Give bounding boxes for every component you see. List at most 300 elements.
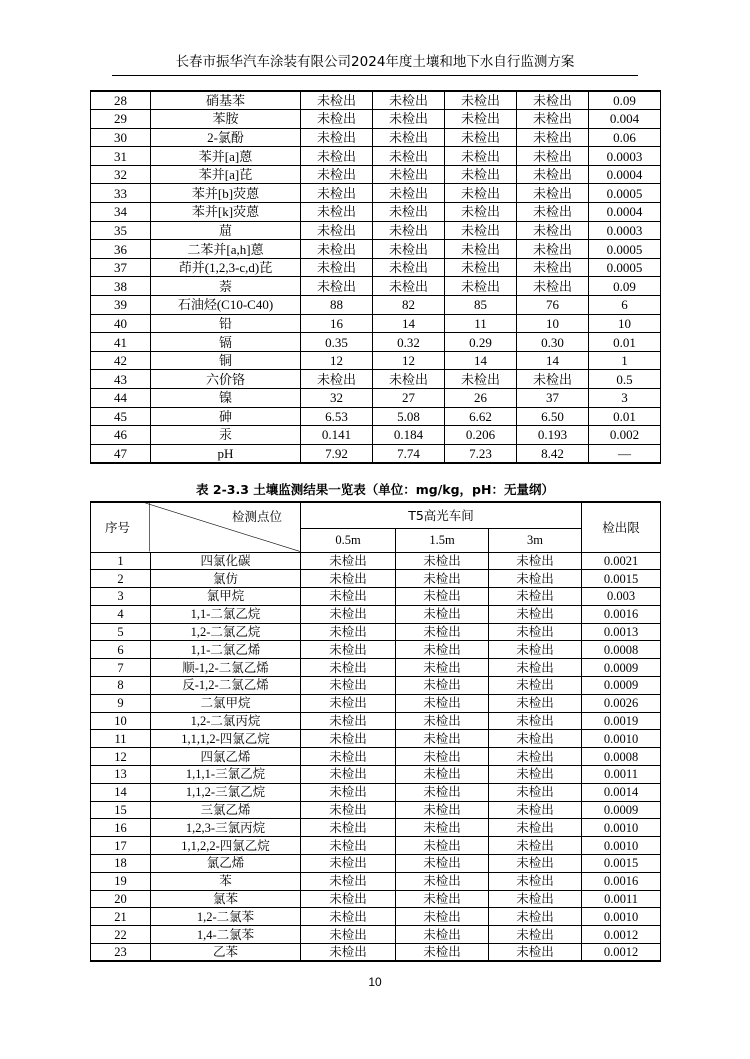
item-cell: 二氯甲烷	[151, 694, 301, 712]
item-cell: 氯仿	[151, 570, 301, 588]
value-cell: 未检出	[301, 926, 396, 944]
value-cell: 未检出	[301, 277, 373, 296]
limit-cell: 10	[589, 314, 661, 333]
seq-cell: 28	[91, 91, 151, 110]
value-cell: 未检出	[301, 128, 373, 147]
seq-cell: 2	[91, 570, 151, 588]
value-cell: 未检出	[489, 801, 582, 819]
value-cell: 未检出	[301, 165, 373, 184]
seq-cell: 5	[91, 623, 151, 641]
seq-cell: 14	[91, 783, 151, 801]
value-cell: 12	[373, 351, 445, 370]
value-cell: 未检出	[373, 128, 445, 147]
value-cell: 未检出	[445, 240, 517, 259]
item-cell: 1,1,2,2-四氯乙烷	[151, 837, 301, 855]
value-cell: 0.29	[445, 333, 517, 352]
limit-cell: 0.0013	[582, 623, 661, 641]
limit-cell: 0.0016	[582, 872, 661, 890]
limit-cell: 0.0008	[582, 641, 661, 659]
value-cell: 未检出	[373, 110, 445, 129]
limit-cell: 0.0005	[589, 184, 661, 203]
seq-cell: 10	[91, 712, 151, 730]
item-cell: 三氯乙烯	[151, 801, 301, 819]
value-cell: 0.32	[373, 333, 445, 352]
value-cell: 未检出	[396, 694, 489, 712]
limit-cell: 0.0015	[582, 570, 661, 588]
seq-cell: 12	[91, 748, 151, 766]
table-row	[91, 748, 661, 766]
value-cell: 未检出	[301, 203, 373, 222]
seq-cell: 15	[91, 801, 151, 819]
value-cell: 未检出	[445, 203, 517, 222]
value-cell: 未检出	[489, 623, 582, 641]
limit-cell: 0.0014	[582, 783, 661, 801]
value-cell: 未检出	[301, 766, 396, 784]
value-cell: 未检出	[301, 677, 396, 695]
value-cell: 未检出	[301, 184, 373, 203]
value-cell: 未检出	[396, 712, 489, 730]
value-cell: 未检出	[301, 623, 396, 641]
item-cell: 砷	[151, 407, 301, 426]
value-cell: 未检出	[445, 277, 517, 296]
value-cell: 未检出	[301, 570, 396, 588]
value-cell: 未检出	[301, 659, 396, 677]
table-row	[91, 147, 661, 166]
header-depth-1: 1.5m	[396, 528, 489, 552]
value-cell: 未检出	[396, 926, 489, 944]
table-row	[91, 389, 661, 408]
seq-cell: 41	[91, 333, 151, 352]
seq-cell: 37	[91, 258, 151, 277]
value-cell: 未检出	[517, 91, 589, 110]
value-cell: 未检出	[301, 110, 373, 129]
table-row	[91, 766, 661, 784]
value-cell: 未检出	[489, 730, 582, 748]
table-row	[91, 659, 661, 677]
seq-cell: 16	[91, 819, 151, 837]
value-cell: 26	[445, 389, 517, 408]
value-cell: 未检出	[301, 221, 373, 240]
value-cell: 未检出	[301, 712, 396, 730]
seq-cell: 17	[91, 837, 151, 855]
item-cell: 1,2,3-三氯丙烷	[151, 819, 301, 837]
item-cell: 顺-1,2-二氯乙烯	[151, 659, 301, 677]
seq-cell: 20	[91, 890, 151, 908]
value-cell: 未检出	[489, 659, 582, 677]
limit-cell: 0.0008	[582, 748, 661, 766]
item-cell: 六价铬	[151, 370, 301, 389]
seq-cell: 19	[91, 872, 151, 890]
item-cell: 䓛	[151, 221, 301, 240]
table-row	[91, 407, 661, 426]
limit-cell: 0.0004	[589, 203, 661, 222]
table-row	[91, 890, 661, 908]
value-cell: 未检出	[396, 890, 489, 908]
seq-cell: 9	[91, 694, 151, 712]
value-cell: 未检出	[373, 91, 445, 110]
item-cell: 1,1,1-三氯乙烷	[151, 766, 301, 784]
value-cell: 5.08	[373, 407, 445, 426]
value-cell: 未检出	[445, 258, 517, 277]
value-cell: 未检出	[489, 588, 582, 606]
value-cell: 0.30	[517, 333, 589, 352]
value-cell: 未检出	[489, 694, 582, 712]
table-row	[91, 837, 661, 855]
seq-cell: 35	[91, 221, 151, 240]
table-row	[91, 184, 661, 203]
value-cell: 未检出	[489, 855, 582, 873]
value-cell: 未检出	[517, 221, 589, 240]
value-cell: 76	[517, 296, 589, 315]
value-cell: 未检出	[489, 641, 582, 659]
limit-cell: 0.09	[589, 277, 661, 296]
table-row	[91, 277, 661, 296]
table2-body	[91, 552, 661, 961]
value-cell: 未检出	[517, 147, 589, 166]
table-row	[91, 426, 661, 445]
value-cell: 未检出	[301, 147, 373, 166]
item-cell: 萘	[151, 277, 301, 296]
limit-cell: 0.0010	[582, 837, 661, 855]
value-cell: 未检出	[396, 783, 489, 801]
value-cell: 未检出	[396, 872, 489, 890]
value-cell: 未检出	[445, 147, 517, 166]
seq-cell: 3	[91, 588, 151, 606]
seq-cell: 7	[91, 659, 151, 677]
value-cell: 未检出	[301, 837, 396, 855]
item-cell: 石油烃(C10-C40)	[151, 296, 301, 315]
value-cell: 未检出	[301, 370, 373, 389]
item-cell: 乙苯	[151, 944, 301, 962]
header-seq-label: 序号	[105, 520, 131, 535]
item-cell: 铅	[151, 314, 301, 333]
value-cell: 未检出	[489, 890, 582, 908]
value-cell: 12	[301, 351, 373, 370]
value-cell: 未检出	[301, 588, 396, 606]
header-site: T5高光车间	[301, 502, 582, 528]
item-cell: 苯胺	[151, 110, 301, 129]
limit-cell: 0.0009	[582, 801, 661, 819]
seq-cell: 43	[91, 370, 151, 389]
item-cell: 四氯乙烯	[151, 748, 301, 766]
value-cell: 未检出	[517, 165, 589, 184]
table-row	[91, 165, 661, 184]
header-limit: 检出限	[582, 502, 661, 552]
table-row	[91, 351, 661, 370]
limit-cell: 6	[589, 296, 661, 315]
value-cell: 未检出	[445, 370, 517, 389]
limit-cell: 0.01	[589, 407, 661, 426]
limit-cell: 1	[589, 351, 661, 370]
seq-cell: 33	[91, 184, 151, 203]
value-cell: 未检出	[373, 370, 445, 389]
item-cell: 氯乙烯	[151, 855, 301, 873]
table-row	[91, 588, 661, 606]
value-cell: 未检出	[301, 258, 373, 277]
table-row	[91, 605, 661, 623]
item-cell: 苯并[k]荧蒽	[151, 203, 301, 222]
table1-body	[91, 91, 661, 463]
seq-cell: 30	[91, 128, 151, 147]
value-cell: 6.53	[301, 407, 373, 426]
seq-cell: 6	[91, 641, 151, 659]
value-cell: 未检出	[489, 837, 582, 855]
value-cell: 未检出	[489, 819, 582, 837]
value-cell: 未检出	[373, 165, 445, 184]
value-cell: 10	[517, 314, 589, 333]
table-row	[91, 203, 661, 222]
seq-cell: 40	[91, 314, 151, 333]
value-cell: 未检出	[445, 128, 517, 147]
table-row	[91, 110, 661, 129]
value-cell: 6.50	[517, 407, 589, 426]
value-cell: 未检出	[517, 258, 589, 277]
value-cell: 7.23	[445, 444, 517, 463]
value-cell: 未检出	[445, 110, 517, 129]
value-cell: 未检出	[396, 605, 489, 623]
table-row	[91, 694, 661, 712]
limit-cell: 0.0011	[582, 890, 661, 908]
item-cell: 1,1-二氯乙烷	[151, 605, 301, 623]
item-cell: 氯苯	[151, 890, 301, 908]
item-cell: 硝基苯	[151, 91, 301, 110]
limit-cell: 0.06	[589, 128, 661, 147]
table-row	[91, 444, 661, 463]
value-cell: 未检出	[445, 221, 517, 240]
limit-cell: 0.0003	[589, 147, 661, 166]
limit-cell: 0.0010	[582, 819, 661, 837]
item-cell: 苯并[a]蒽	[151, 147, 301, 166]
value-cell: 11	[445, 314, 517, 333]
item-cell: 1,4-二氯苯	[151, 926, 301, 944]
table-row	[91, 128, 661, 147]
table-row	[91, 570, 661, 588]
limit-cell: —	[589, 444, 661, 463]
value-cell: 未检出	[301, 605, 396, 623]
seq-cell: 13	[91, 766, 151, 784]
seq-cell: 36	[91, 240, 151, 259]
item-cell: 1,1-二氯乙烯	[151, 641, 301, 659]
table-row	[91, 926, 661, 944]
table-row	[91, 801, 661, 819]
value-cell: 未检出	[396, 623, 489, 641]
item-cell: 镍	[151, 389, 301, 408]
value-cell: 37	[517, 389, 589, 408]
value-cell: 未检出	[373, 240, 445, 259]
value-cell: 未检出	[373, 221, 445, 240]
limit-cell: 0.01	[589, 333, 661, 352]
value-cell: 未检出	[301, 783, 396, 801]
value-cell: 未检出	[301, 240, 373, 259]
limit-cell: 0.0009	[582, 659, 661, 677]
value-cell: 未检出	[373, 184, 445, 203]
table-row	[91, 314, 661, 333]
item-cell: 铜	[151, 351, 301, 370]
value-cell: 未检出	[396, 766, 489, 784]
header-diagonal-cell	[91, 502, 301, 552]
limit-cell: 3	[589, 389, 661, 408]
header-depth-2: 3m	[489, 528, 582, 552]
value-cell: 未检出	[396, 552, 489, 570]
table-row	[91, 240, 661, 259]
item-cell: 1,2-二氯丙烷	[151, 712, 301, 730]
value-cell: 82	[373, 296, 445, 315]
value-cell: 0.193	[517, 426, 589, 445]
value-cell: 14	[373, 314, 445, 333]
table-row	[91, 91, 661, 110]
value-cell: 未检出	[373, 147, 445, 166]
value-cell: 未检出	[396, 837, 489, 855]
limit-cell: 0.0004	[589, 165, 661, 184]
value-cell: 未检出	[396, 801, 489, 819]
value-cell: 未检出	[301, 748, 396, 766]
value-cell: 未检出	[489, 748, 582, 766]
seq-cell: 47	[91, 444, 151, 463]
value-cell: 未检出	[373, 258, 445, 277]
header-depth-0: 0.5m	[301, 528, 396, 552]
value-cell: 未检出	[301, 641, 396, 659]
value-cell: 未检出	[301, 890, 396, 908]
limit-cell: 0.0009	[582, 677, 661, 695]
value-cell: 未检出	[489, 944, 582, 962]
page-header-title: 长春市振华汽车涂装有限公司2024年度土壤和地下水自行监测方案	[175, 54, 575, 70]
value-cell: 未检出	[517, 184, 589, 203]
limit-cell: 0.0016	[582, 605, 661, 623]
limit-cell: 0.0005	[589, 258, 661, 277]
seq-cell: 45	[91, 407, 151, 426]
item-cell: 1,2-二氯苯	[151, 908, 301, 926]
limit-cell: 0.0005	[589, 240, 661, 259]
value-cell: 未检出	[301, 855, 396, 873]
table-row	[91, 712, 661, 730]
table-row	[91, 258, 661, 277]
table-row	[91, 783, 661, 801]
table-row	[91, 908, 661, 926]
item-cell: 2-氯酚	[151, 128, 301, 147]
value-cell: 未检出	[396, 588, 489, 606]
seq-cell: 42	[91, 351, 151, 370]
value-cell: 未检出	[489, 552, 582, 570]
seq-cell: 34	[91, 203, 151, 222]
value-cell: 6.62	[445, 407, 517, 426]
page-number: 10	[368, 975, 382, 989]
value-cell: 未检出	[489, 783, 582, 801]
value-cell: 未检出	[396, 908, 489, 926]
seq-cell: 11	[91, 730, 151, 748]
item-cell: 二苯并[a,h]蒽	[151, 240, 301, 259]
seq-cell: 22	[91, 926, 151, 944]
value-cell: 32	[301, 389, 373, 408]
limit-cell: 0.0012	[582, 926, 661, 944]
table-row	[91, 333, 661, 352]
seq-cell: 8	[91, 677, 151, 695]
value-cell: 88	[301, 296, 373, 315]
limit-cell: 0.0011	[582, 766, 661, 784]
limit-cell: 0.09	[589, 91, 661, 110]
soil-results-table	[90, 501, 661, 962]
value-cell: 未检出	[489, 908, 582, 926]
value-cell: 85	[445, 296, 517, 315]
seq-cell: 18	[91, 855, 151, 873]
value-cell: 未检出	[489, 926, 582, 944]
limit-cell: 0.002	[589, 426, 661, 445]
value-cell: 未检出	[445, 165, 517, 184]
value-cell: 未检出	[489, 766, 582, 784]
table-row	[91, 730, 661, 748]
item-cell: 四氯化碳	[151, 552, 301, 570]
value-cell: 未检出	[489, 712, 582, 730]
table-row	[91, 872, 661, 890]
value-cell: 未检出	[489, 872, 582, 890]
value-cell: 未检出	[301, 552, 396, 570]
seq-cell: 23	[91, 944, 151, 962]
item-cell: 汞	[151, 426, 301, 445]
seq-cell: 39	[91, 296, 151, 315]
item-cell: 苯并[b]荧蒽	[151, 184, 301, 203]
item-cell: 镉	[151, 333, 301, 352]
limit-cell: 0.0012	[582, 944, 661, 962]
table-row	[91, 296, 661, 315]
limit-cell: 0.0021	[582, 552, 661, 570]
value-cell: 14	[517, 351, 589, 370]
value-cell: 未检出	[301, 819, 396, 837]
value-cell: 未检出	[489, 677, 582, 695]
value-cell: 未检出	[301, 801, 396, 819]
table-row	[91, 370, 661, 389]
value-cell: 8.42	[517, 444, 589, 463]
item-cell: 茚并(1,2,3-c,d)芘	[151, 258, 301, 277]
seq-cell: 31	[91, 147, 151, 166]
limit-cell: 0.0010	[582, 908, 661, 926]
value-cell: 未检出	[445, 91, 517, 110]
value-cell: 未检出	[445, 184, 517, 203]
limit-cell: 0.0015	[582, 855, 661, 873]
value-cell: 未检出	[396, 677, 489, 695]
value-cell: 14	[445, 351, 517, 370]
item-cell: 苯并[a]芘	[151, 165, 301, 184]
table-row	[91, 623, 661, 641]
value-cell: 未检出	[301, 872, 396, 890]
value-cell: 未检出	[396, 659, 489, 677]
value-cell: 未检出	[301, 944, 396, 962]
item-cell: 1,1,2-三氯乙烷	[151, 783, 301, 801]
value-cell: 0.184	[373, 426, 445, 445]
value-cell: 未检出	[489, 605, 582, 623]
seq-cell: 1	[91, 552, 151, 570]
seq-cell: 38	[91, 277, 151, 296]
value-cell: 27	[373, 389, 445, 408]
value-cell: 未检出	[301, 730, 396, 748]
value-cell: 未检出	[517, 277, 589, 296]
value-cell: 未检出	[517, 128, 589, 147]
header-point-label: 检测点位	[231, 509, 282, 524]
value-cell: 未检出	[396, 748, 489, 766]
limit-cell: 0.0003	[589, 221, 661, 240]
value-cell: 未检出	[396, 944, 489, 962]
header-rule	[112, 75, 638, 76]
limit-cell: 0.003	[582, 588, 661, 606]
item-cell: pH	[151, 444, 301, 463]
item-cell: 氯甲烷	[151, 588, 301, 606]
seq-cell: 4	[91, 605, 151, 623]
value-cell: 未检出	[396, 855, 489, 873]
table-row	[91, 677, 661, 695]
item-cell: 苯	[151, 872, 301, 890]
item-cell: 反-1,2-二氯乙烯	[151, 677, 301, 695]
limit-cell: 0.5	[589, 370, 661, 389]
value-cell: 0.206	[445, 426, 517, 445]
value-cell: 未检出	[373, 203, 445, 222]
